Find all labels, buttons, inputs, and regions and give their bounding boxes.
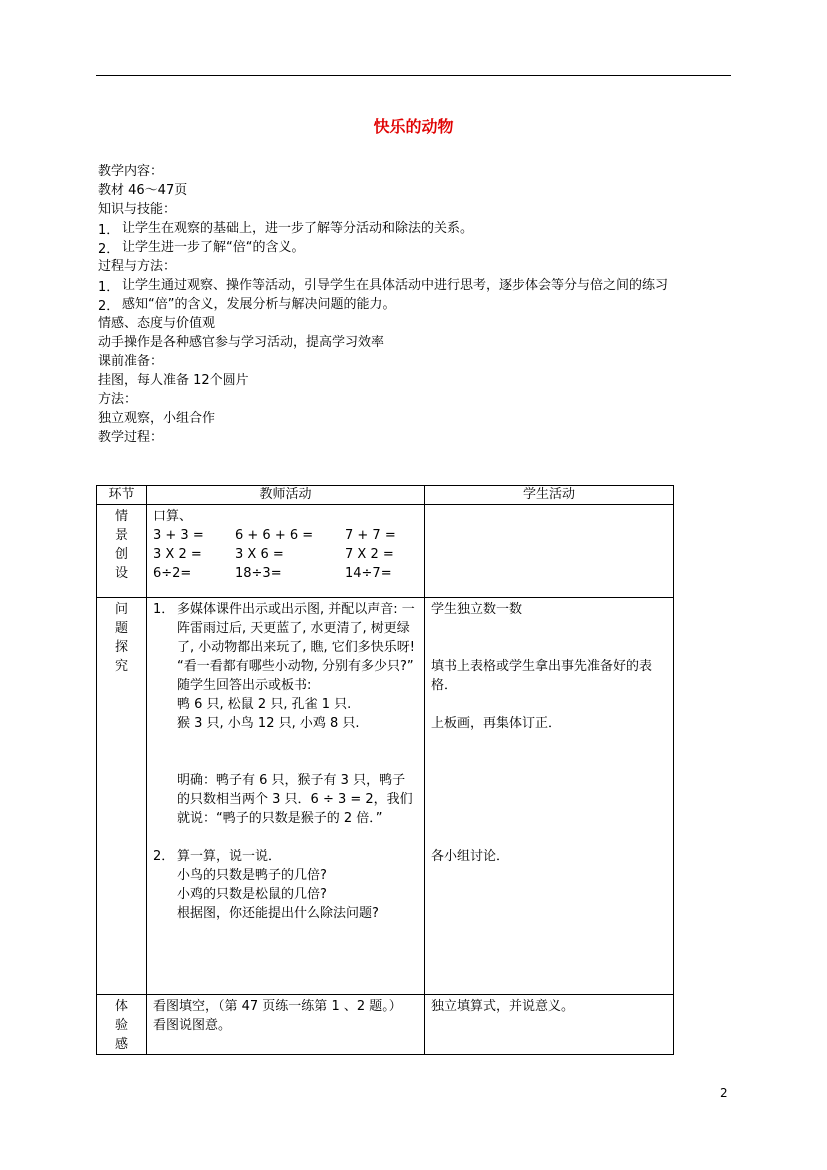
table-row — [97, 505, 674, 598]
calc-item: 18÷3= — [235, 566, 282, 581]
intro-line: 挂图，每人准备 12个圆片 — [98, 373, 249, 388]
intro-line: 教学过程： — [98, 430, 164, 445]
student-text: 独立填算式，并说意义。 — [431, 999, 575, 1014]
calc-item: 7 X 2 = — [345, 547, 394, 562]
calc-item: 3 X 6 = — [235, 547, 284, 562]
calc-item: 6÷2= — [153, 566, 192, 581]
calc-item: 14÷7= — [345, 566, 392, 581]
intro-line: 动手操作是各种感官参与学习活动，提高学习效率 — [98, 335, 385, 350]
item-text: 让学生通过观察、操作等活动，引导学生在具体活动中进行思考，逐步体会等分与倍之间的练习 — [122, 278, 669, 293]
intro-line: 独立观察，小组合作 — [98, 411, 216, 426]
teaching-process-table — [96, 485, 674, 1055]
table-header-row — [97, 486, 674, 505]
numbered-item — [153, 600, 418, 657]
item-text: 算一算，说一说． — [177, 849, 282, 864]
calc-item: 3 X 2 = — [153, 547, 202, 562]
intro-line: 教材 46～47页 — [98, 183, 188, 198]
teacher-cell — [147, 505, 425, 598]
item-number: 2． — [98, 242, 120, 257]
page-number: 2 — [720, 1086, 728, 1100]
student-cell — [425, 995, 674, 1055]
stage-char: 题 — [114, 621, 128, 636]
stage-char: 探 — [114, 640, 128, 655]
lesson-intro — [98, 162, 738, 447]
numbered-item — [98, 238, 738, 257]
stage-char: 景 — [114, 528, 128, 543]
intro-line: 方法： — [98, 392, 138, 407]
stage-char: 问 — [114, 602, 128, 617]
student-text: 各小组讨论． — [431, 849, 510, 864]
calc-row — [153, 545, 418, 564]
stage-char: 体 — [114, 999, 128, 1014]
teacher-text: 小鸟的只数是鸭子的几倍? — [177, 868, 327, 883]
stage-cell — [97, 598, 147, 995]
numbered-item — [98, 219, 738, 238]
numbered-item — [98, 295, 738, 314]
teacher-cell — [147, 995, 425, 1055]
item-text: 多媒体课件出示或出示图, 并配以声音: 一阵雷雨过后, 天更蓝了, 水更清了, 树更绿了, 小动物都出来玩了, 瞧, 它们多快乐呀! — [177, 602, 416, 655]
teacher-text: 鸭 6 只, 松鼠 2 只, 孔雀 1 只. — [177, 697, 352, 712]
table-row — [97, 598, 674, 995]
teacher-text: 小鸡的只数是松鼠的几倍? — [177, 887, 327, 902]
header-teacher: 教师活动 — [147, 486, 425, 505]
stage-char: 创 — [114, 547, 128, 562]
teacher-text: 看图说图意。 — [153, 1018, 232, 1033]
teacher-text: 根据图，你还能提出什么除法问题? — [177, 906, 379, 921]
item-text: 感知“倍”的含义，发展分析与解决问题的能力。 — [122, 297, 396, 312]
calc-item: 6 + 6 + 6 = — [235, 528, 314, 543]
calc-item: 7 + 7 = — [345, 528, 396, 543]
student-text: 填书上表格或学生拿出事先准备好的表格． — [431, 659, 653, 693]
numbered-item — [98, 276, 738, 295]
item-number: 1． — [98, 223, 120, 238]
intro-line: 教学内容： — [98, 164, 164, 179]
intro-line: 课前准备： — [98, 354, 164, 369]
stage-char: 设 — [114, 566, 128, 581]
item-text: 让学生在观察的基础上，进一步了解等分活动和除法的关系。 — [122, 221, 474, 236]
stage-cell — [97, 995, 147, 1055]
student-text: 学生独立数一数 — [431, 602, 523, 617]
item-number: 2． — [153, 849, 175, 864]
stage-char: 感 — [114, 1037, 128, 1052]
intro-line: 过程与方法： — [98, 259, 177, 274]
stage-cell — [97, 505, 147, 598]
calc-heading: 口算、 — [153, 509, 193, 524]
teacher-text: 看图填空，（第 47 页练一练第 1 、2 题。） — [153, 999, 402, 1014]
calc-row — [153, 526, 418, 545]
header-student: 学生活动 — [425, 486, 674, 505]
item-number: 2． — [98, 299, 120, 314]
table-row — [97, 995, 674, 1055]
teacher-text: “看一看都有哪些小动物, 分别有多少只?” — [177, 659, 414, 674]
stage-char: 验 — [114, 1018, 128, 1033]
student-cell — [425, 598, 674, 995]
intro-line: 情感、态度与价值观 — [98, 316, 216, 331]
numbered-item — [153, 847, 418, 866]
item-text: 让学生进一步了解“倍“的含义。 — [122, 240, 305, 255]
student-cell — [425, 505, 674, 598]
teacher-text: 猴 3 只, 小鸟 12 只, 小鸡 8 只. — [177, 716, 360, 731]
page-title: 快乐的动物 — [373, 117, 454, 136]
student-text: 上板画，再集体订正． — [431, 716, 562, 731]
calc-row — [153, 564, 418, 583]
teacher-text: 明确：鸭子有 6 只，猴子有 3 只，鸭子的只数相当两个 3 只．6 ÷ 3 = 2，我们就说：“鸭子的只数是猴子的 2 倍．” — [177, 773, 413, 826]
teacher-cell — [147, 598, 425, 995]
calc-item: 3 + 3 = — [153, 528, 204, 543]
item-number: 1． — [98, 280, 120, 295]
header-stage: 环节 — [97, 486, 147, 505]
teacher-text: 随学生回答出示或板书: — [177, 678, 312, 693]
stage-char: 情 — [114, 509, 128, 524]
stage-char: 究 — [114, 659, 128, 674]
item-number: 1． — [153, 602, 175, 617]
header-rule — [96, 75, 731, 76]
intro-line: 知识与技能： — [98, 202, 177, 217]
